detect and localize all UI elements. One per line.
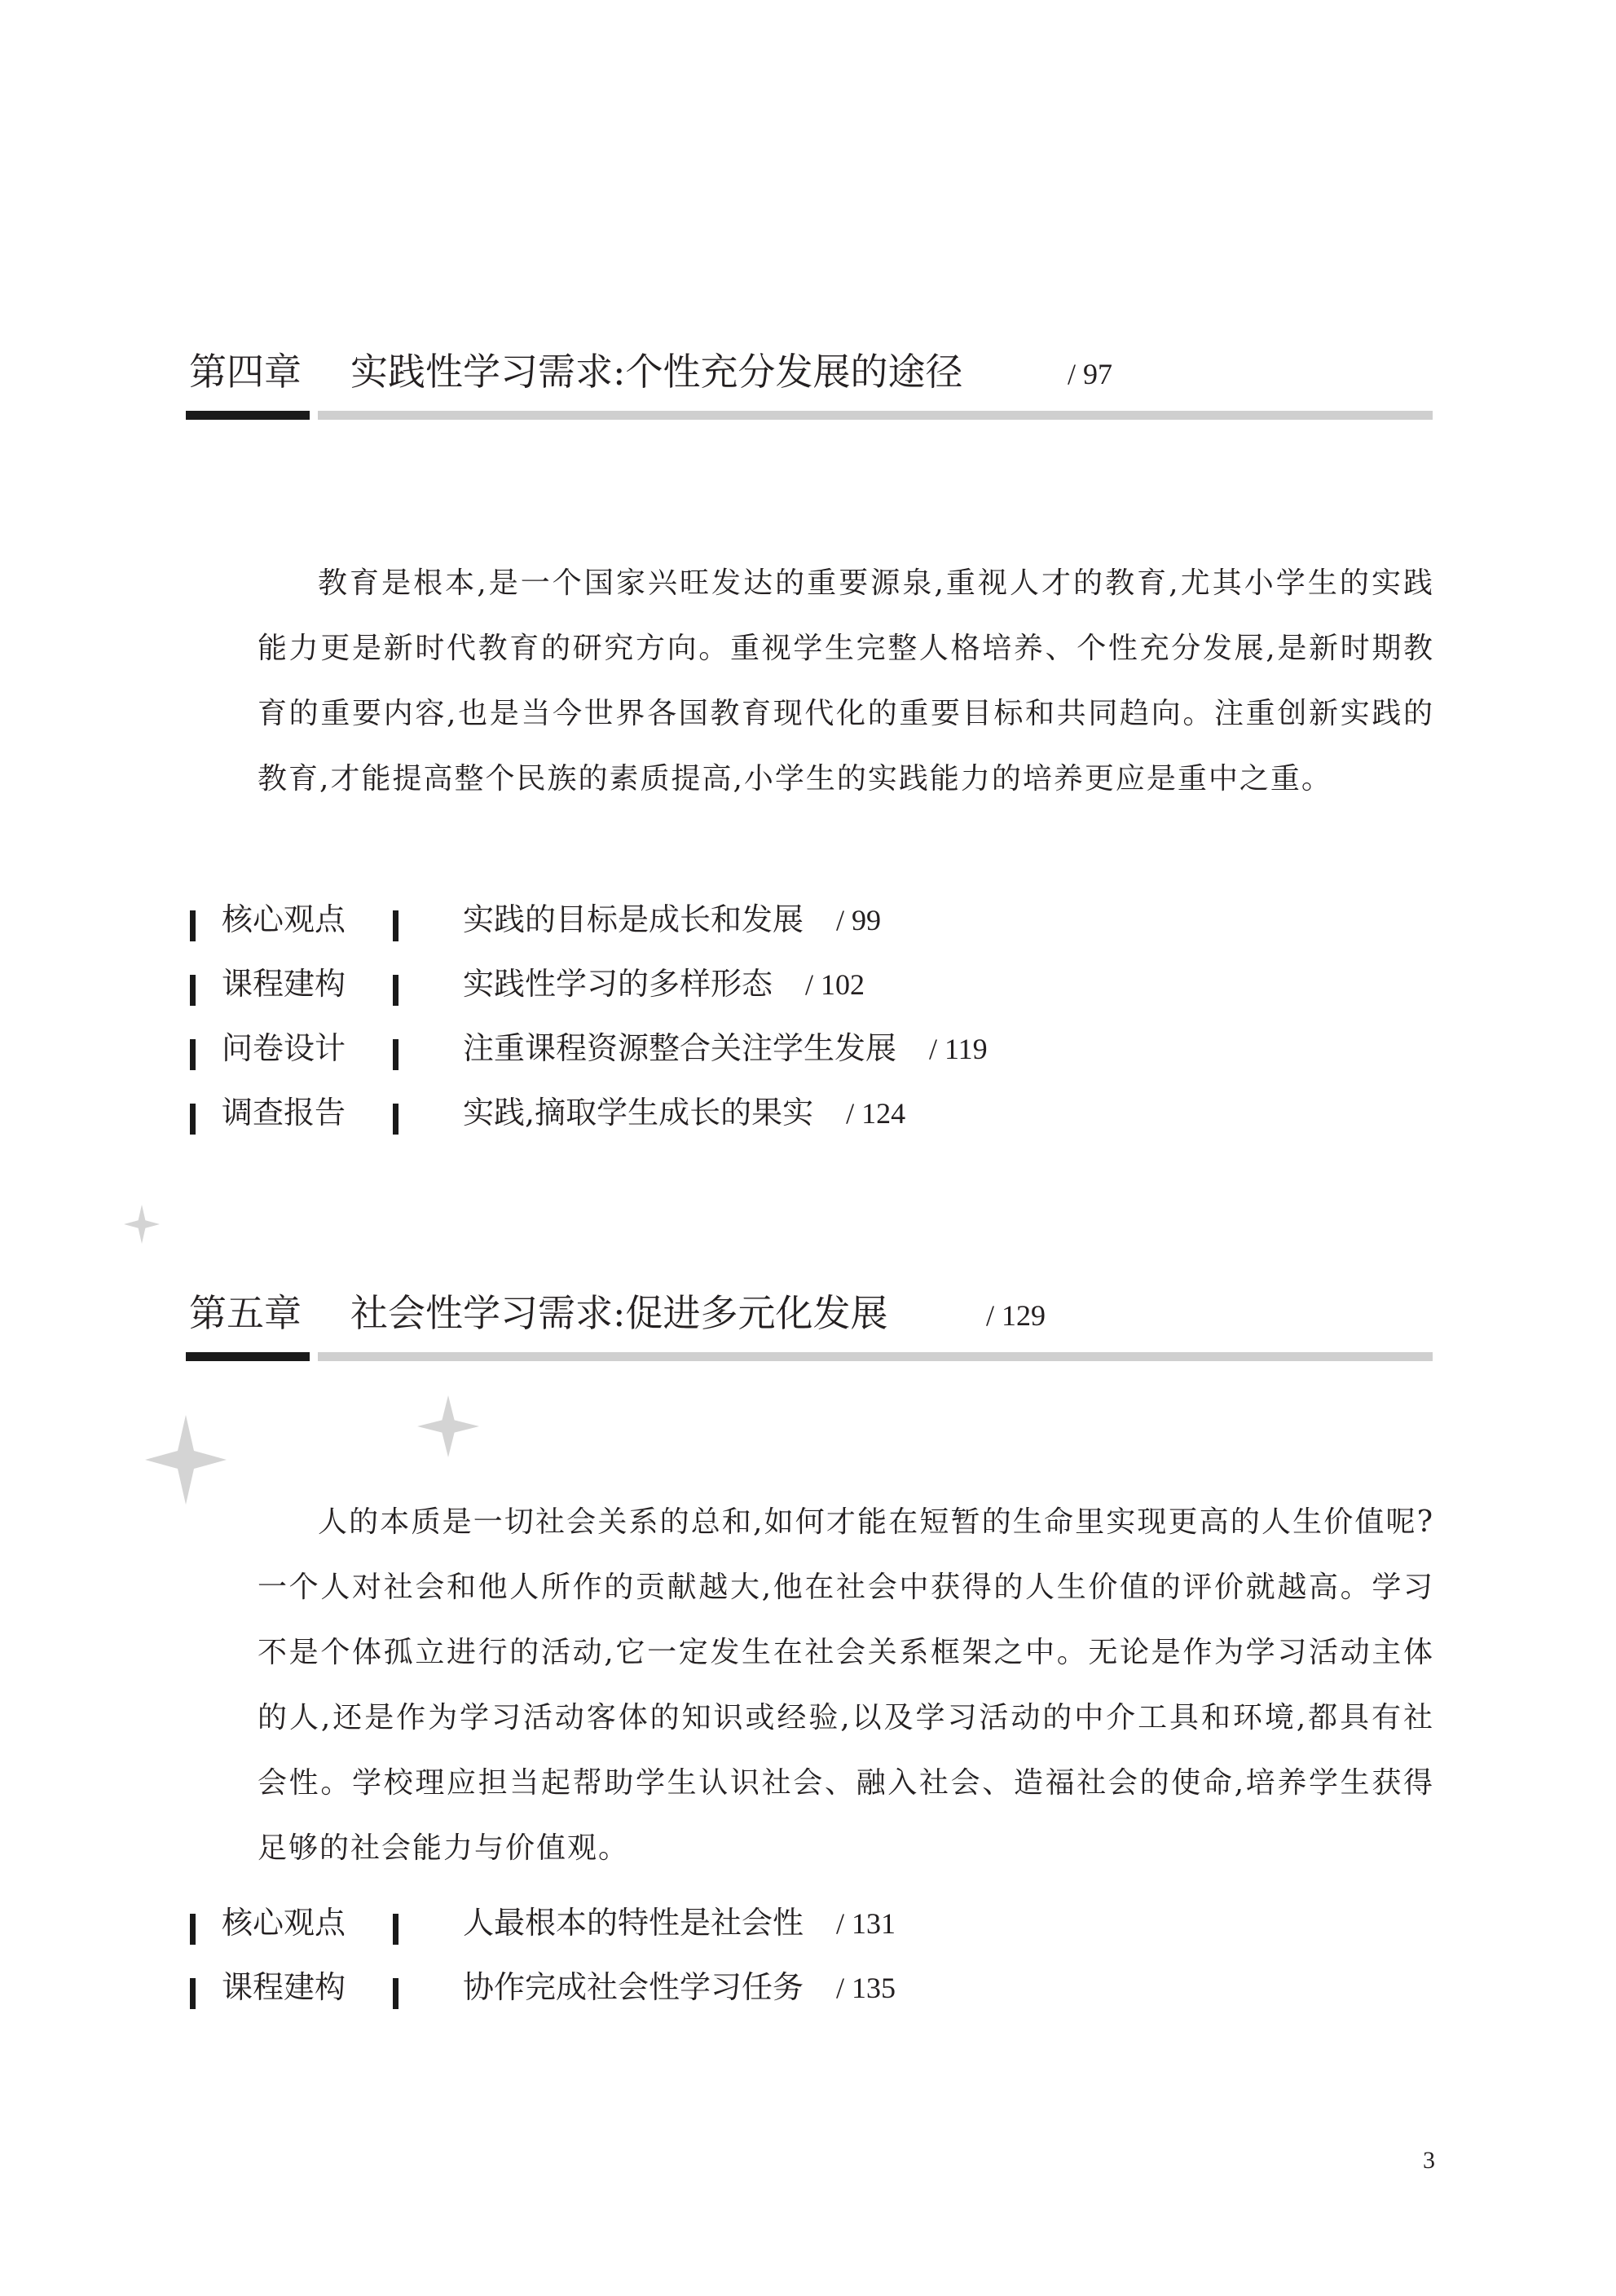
chapter-page-number: / 129: [986, 1299, 1046, 1332]
entry-page: / 102: [805, 968, 865, 1001]
entry-title: 注重课程资源整合关注学生发展: [463, 1030, 897, 1066]
sparkle-icon: [417, 1395, 479, 1457]
toc-entry[interactable]: [186, 896, 1433, 960]
entry-type: 调查报告: [222, 1095, 346, 1130]
entry-title-line: [463, 1030, 988, 1066]
section-list: [186, 896, 1433, 1153]
chapter-heading[interactable]: [186, 330, 1433, 420]
chapter-title: 社会性学习需求:促进多元化发展: [350, 1291, 888, 1335]
bar-marker-icon: [190, 975, 196, 1006]
section-list: [186, 1899, 1433, 2028]
chapter-heading[interactable]: [186, 1271, 1433, 1361]
toc-entry[interactable]: [186, 1963, 1433, 2028]
entry-title: 协作完成社会性学习任务: [463, 1969, 804, 2005]
bar-marker-icon: [190, 1914, 196, 1945]
entry-title-line: [463, 966, 865, 1002]
entry-title: 实践,摘取学生成长的果实: [463, 1095, 814, 1130]
entry-page: / 135: [836, 1972, 896, 2004]
entry-type: 核心观点: [222, 901, 346, 937]
entry-title-line: [463, 901, 882, 937]
entry-type: 核心观点: [222, 1905, 346, 1941]
chapter-intro: 教育是根本,是一个国家兴旺发达的重要源泉,重视人才的教育,尤其小学生的实践能力更是新时代教育的研究方向。重视学生完整人格培养、个性充分发展,是新时期教育的重要内容,也是当今世界各国教育现代化的重要目标和共同趋向。注重创新实践的教育,才能提高整个民族的素质提高,小学生的实践能力的培养更应是重中之重。: [258, 566, 1434, 795]
bar-marker-icon: [190, 910, 196, 941]
bar-marker-icon: [190, 1039, 196, 1070]
toc-entry[interactable]: [186, 1899, 1433, 1963]
entry-page: / 99: [836, 904, 882, 936]
bar-marker-icon: [393, 975, 398, 1006]
bar-marker-icon: [190, 1978, 196, 2009]
chapter-title: 实践性学习需求:个性充分发展的途径: [350, 350, 963, 394]
bar-marker-icon: [393, 1978, 398, 2009]
entry-title-line: [463, 1969, 896, 2005]
entry-type: 问卷设计: [222, 1030, 346, 1066]
sparkle-icon: [145, 1415, 227, 1505]
entry-page: / 131: [836, 1907, 896, 1940]
heading-rule-dark: [186, 1352, 310, 1361]
entry-page: / 124: [846, 1097, 906, 1130]
bar-marker-icon: [393, 1104, 398, 1135]
entry-type: 课程建构: [222, 1969, 346, 2005]
entry-title-line: [463, 1905, 896, 1941]
toc-entry[interactable]: [186, 960, 1433, 1025]
bar-marker-icon: [393, 910, 398, 941]
chapter-intro: 人的本质是一切社会关系的总和,如何才能在短暂的生命里实现更高的人生价值呢? 一个人对社会和他人所作的贡献越大,他在社会中获得的人生价值的评价就越高。学习不是个体孤立进行的活动,它一定发生在社会关系框架之中。无论是作为学习活动主体的人,还是作为学习活动客体的知识或经验,以及学习活动的中介工具和环境,都具有社会性。学校理应担当起帮助学生认识社会、融入社会、造福社会的使命,培养学生获得足够的社会能力与价值观。: [258, 1505, 1434, 1865]
entry-title: 实践的目标是成长和发展: [463, 901, 804, 937]
bar-marker-icon: [393, 1039, 398, 1070]
chapter-4: [186, 330, 1434, 1130]
page-number: 3: [1423, 2147, 1435, 2174]
chapter-label: 第四章: [189, 350, 302, 394]
entry-title: 实践性学习的多样形态: [463, 966, 773, 1002]
chapter-page-number: / 97: [1068, 358, 1113, 390]
entry-type: 课程建构: [222, 966, 346, 1002]
toc-entry[interactable]: [186, 1025, 1433, 1089]
entry-title-line: [463, 1097, 905, 1128]
heading-rule-light: [318, 1352, 1433, 1361]
chapter-label: 第五章: [189, 1291, 302, 1335]
chapter-5: [186, 1271, 1434, 2005]
toc-entry[interactable]: [186, 1089, 1433, 1153]
sparkle-icon: [124, 1205, 160, 1244]
entry-page: / 119: [929, 1033, 988, 1065]
bar-marker-icon: [393, 1914, 398, 1945]
entry-title: 人最根本的特性是社会性: [463, 1905, 804, 1941]
heading-rule-light: [318, 411, 1433, 420]
bar-marker-icon: [190, 1104, 196, 1135]
heading-rule-dark: [186, 411, 310, 420]
